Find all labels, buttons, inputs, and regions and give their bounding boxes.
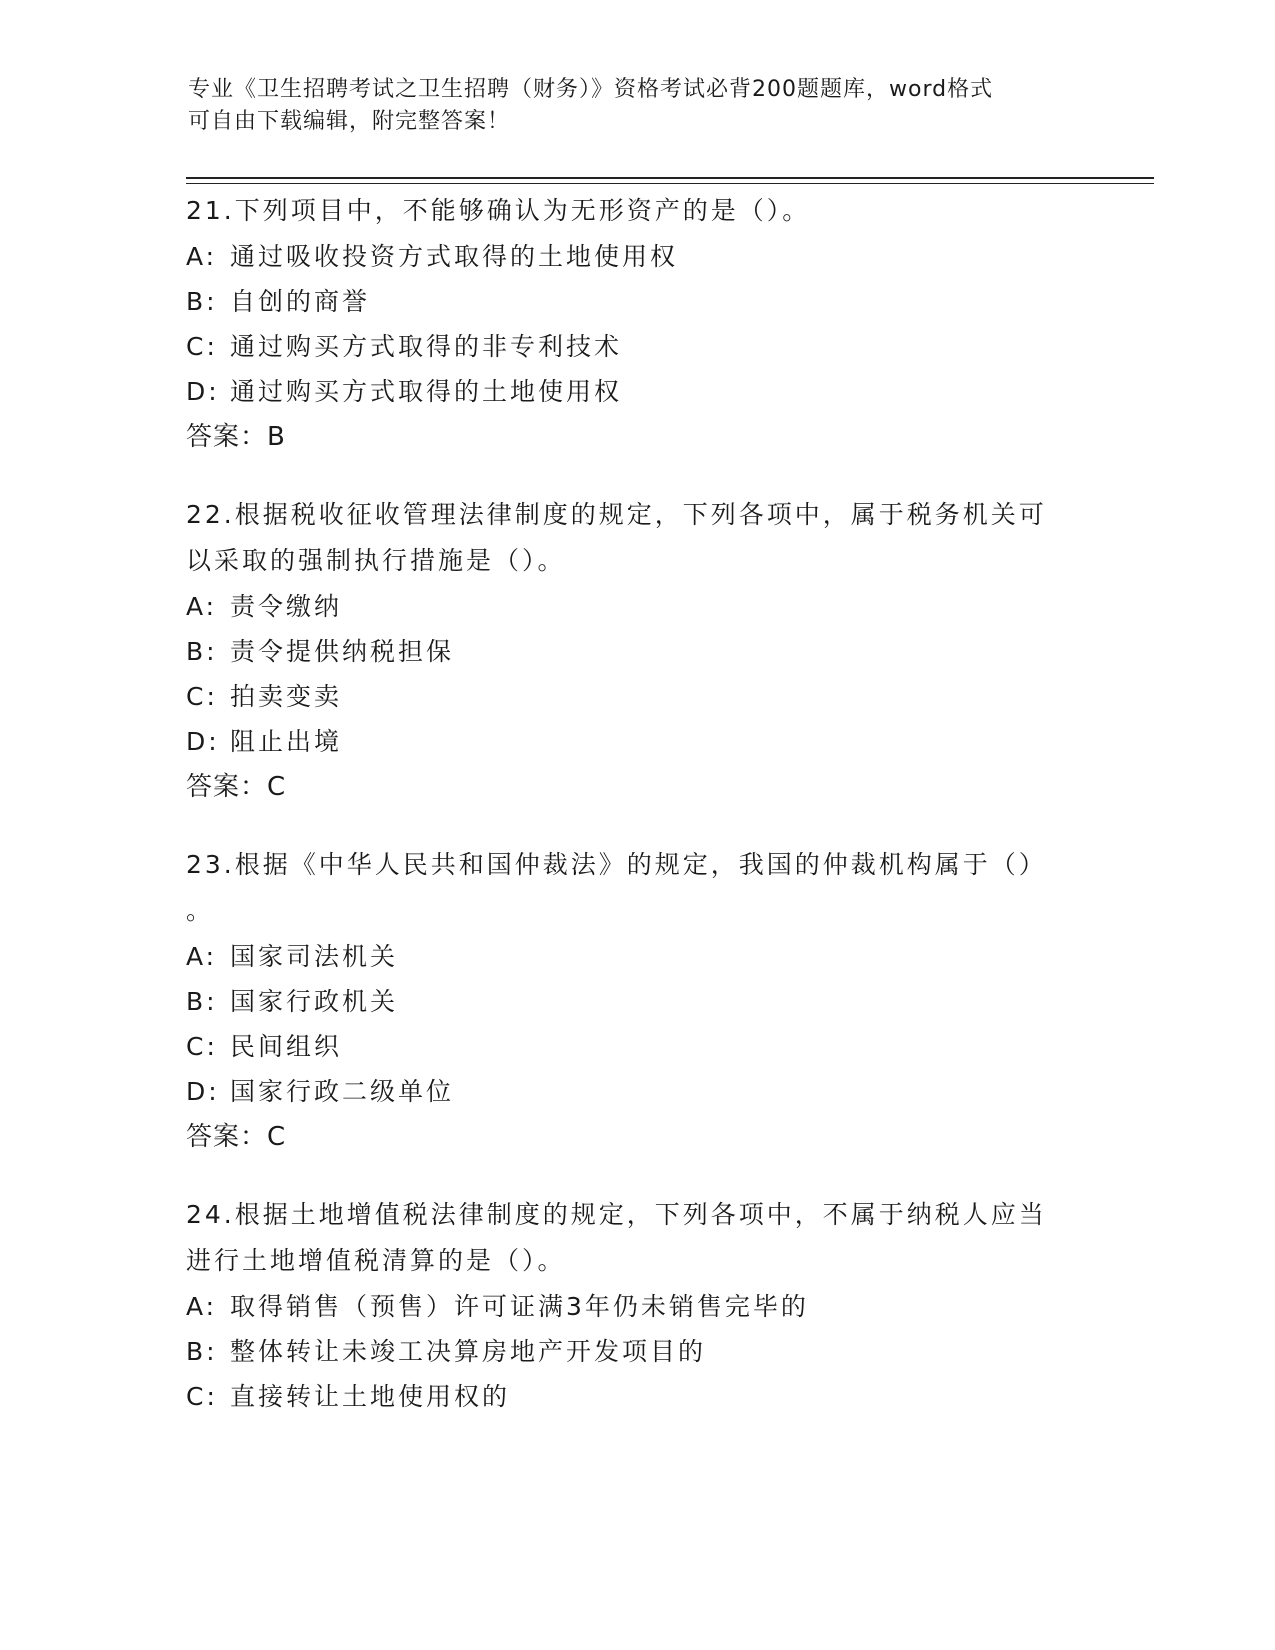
question-21	[186, 188, 1086, 460]
question-23	[186, 842, 1086, 1160]
option-text: 拍卖变卖	[230, 682, 343, 711]
option-a	[186, 934, 1086, 979]
option-d	[186, 1069, 1086, 1114]
question-24	[186, 1192, 1086, 1419]
option-text: 直接转让土地使用权的	[230, 1382, 511, 1411]
option-c	[186, 324, 1086, 369]
option-key: D:	[186, 377, 220, 406]
stem-line: 21.下列项目中，不能够确认为无形资产的是（）。	[186, 196, 811, 225]
document-header	[188, 74, 1068, 138]
stem-line: 进行土地增值税清算的是（）。	[186, 1246, 566, 1275]
option-text: 民间组织	[230, 1032, 343, 1061]
stem-line: 以采取的强制执行措施是（）。	[186, 546, 566, 575]
option-a	[186, 584, 1086, 629]
option-key: A:	[186, 1292, 218, 1321]
option-text: 国家司法机关	[230, 942, 399, 971]
header-line-2: 可自由下载编辑，附完整答案！	[188, 109, 511, 134]
header-line-1: 专业《卫生招聘考试之卫生招聘（财务）》资格考试必背200题题库，word格式	[188, 77, 994, 102]
option-key: B:	[186, 637, 218, 666]
option-text: 国家行政二级单位	[230, 1077, 455, 1106]
question-stem	[186, 842, 1086, 934]
option-key: B:	[186, 987, 218, 1016]
question-stem	[186, 492, 1086, 584]
option-text: 通过购买方式取得的土地使用权	[230, 377, 623, 406]
option-a	[186, 234, 1086, 279]
option-text: 责令提供纳税担保	[230, 637, 455, 666]
header-divider-thick	[186, 177, 1154, 179]
option-d	[186, 369, 1086, 414]
option-b	[186, 629, 1086, 674]
option-text: 国家行政机关	[230, 987, 399, 1016]
option-text: 阻止出境	[230, 727, 343, 756]
stem-line: 。	[186, 896, 215, 925]
question-list	[186, 188, 1086, 1451]
option-key: C:	[186, 682, 218, 711]
option-text: 责令缴纳	[230, 592, 343, 621]
option-c	[186, 1374, 1086, 1419]
option-text: 整体转让未竣工决算房地产开发项目的	[230, 1337, 707, 1366]
option-text: 通过吸收投资方式取得的土地使用权	[230, 242, 679, 271]
option-key: D:	[186, 727, 220, 756]
option-text: 自创的商誉	[230, 287, 371, 316]
question-stem	[186, 188, 1086, 234]
option-key: D:	[186, 1077, 220, 1106]
question-stem	[186, 1192, 1086, 1284]
option-text: 取得销售（预售）许可证满3年仍未销售完毕的	[230, 1292, 809, 1321]
option-key: A:	[186, 592, 218, 621]
option-b	[186, 1329, 1086, 1374]
option-c	[186, 1024, 1086, 1069]
option-key: A:	[186, 942, 218, 971]
answer-line: 答案：C	[186, 772, 287, 802]
option-c	[186, 674, 1086, 719]
option-key: C:	[186, 332, 218, 361]
answer-line: 答案：B	[186, 422, 286, 452]
option-key: C:	[186, 1032, 218, 1061]
option-key: B:	[186, 287, 218, 316]
header-divider-thin	[186, 183, 1154, 184]
stem-line: 23.根据《中华人民共和国仲裁法》的规定，我国的仲裁机构属于（）	[186, 850, 1047, 879]
stem-line: 24.根据土地增值税法律制度的规定，下列各项中，不属于纳税人应当	[186, 1200, 1047, 1229]
option-key: A:	[186, 242, 218, 271]
option-a	[186, 1284, 1086, 1329]
option-b	[186, 979, 1086, 1024]
answer-line: 答案：C	[186, 1122, 287, 1152]
option-text: 通过购买方式取得的非专利技术	[230, 332, 623, 361]
question-22	[186, 492, 1086, 810]
option-key: C:	[186, 1382, 218, 1411]
stem-line: 22.根据税收征收管理法律制度的规定，下列各项中，属于税务机关可	[186, 500, 1047, 529]
option-d	[186, 719, 1086, 764]
option-key: B:	[186, 1337, 218, 1366]
option-b	[186, 279, 1086, 324]
